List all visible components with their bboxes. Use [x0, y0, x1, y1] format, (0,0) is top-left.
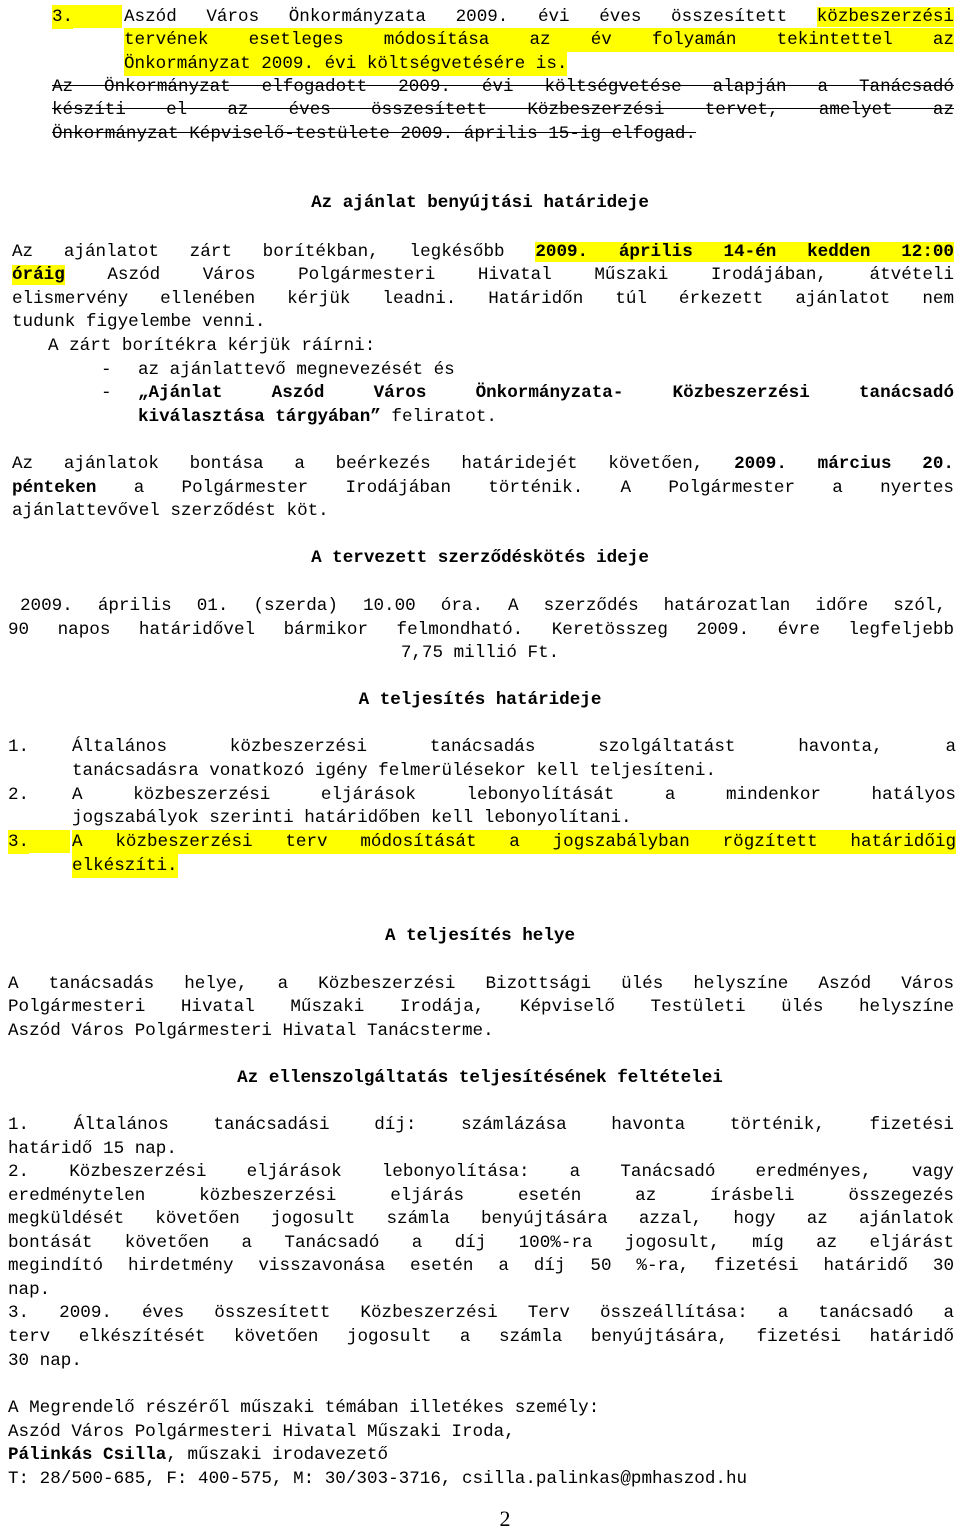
contact-line: Aszód Város Polgármesteri Hivatal Műszaki Iroda,	[8, 1422, 515, 1442]
bullet-text: „Ajánlat Aszód Város Önkormányzata- Közbeszerzési tanácsadó	[138, 383, 954, 403]
paragraph-line: 90 napos határidővel bármikor felmondható. Keretösszeg 2009. évre legfeljebb	[8, 620, 954, 640]
paragraph-line: tudunk figyelembe venni.	[12, 312, 266, 332]
struck-text-line: készíti el az éves összesített Közbeszerzési tervet, amelyet az	[52, 100, 954, 120]
contact-details: T: 28/500-685, F: 400-575, M: 30/303-3716, csilla.palinkas@pmhaszod.hu	[8, 1469, 748, 1489]
paragraph-line: 3. 2009. éves összesített Közbeszerzési Terv összeállítása: a tanácsadó a	[8, 1303, 954, 1323]
list-item-line: tanácsadásra vonatkozó igény felmerülésekor kell teljesíteni.	[72, 761, 717, 781]
bullet-text: az ajánlattevő megnevezését és	[138, 360, 455, 380]
item-text-line: tervének esetleges módosítása az év folyamán tekintettel az	[124, 30, 954, 50]
paragraph-line: megindító hirdetmény visszavonása esetén a díj 50 %-ra, fizetési határidő 30	[8, 1256, 954, 1276]
paragraph-line: Az ajánlatok bontása a beérkezés határidejét követően, 2009. március 20.	[12, 454, 954, 474]
paragraph-line: nap.	[8, 1280, 51, 1300]
paragraph-line: 2009. április 01. (szerda) 10.00 óra. A szerződés határozatlan időre szól,	[20, 596, 946, 616]
bullet-text: kiválasztása tárgyában” feliratot.	[138, 407, 497, 427]
section-heading: A teljesítés határideje	[358, 690, 602, 710]
bullet-dash: -	[101, 383, 112, 403]
list-number: 1.	[8, 737, 30, 757]
list-number: 2.	[8, 785, 30, 805]
paragraph-line: A zárt borítékra kérjük ráírni:	[48, 336, 376, 356]
section-heading: A tervezett szerződéskötés ideje	[311, 548, 649, 568]
paragraph-line: óráig Aszód Város Polgármesteri Hivatal Műszaki Irodájában, átvételi	[12, 265, 954, 285]
list-number: 3.	[8, 832, 30, 852]
list-item-line: jogszabályok szerinti határidőben kell lebonyolítani.	[72, 808, 632, 828]
item-text-line: Aszód Város Önkormányzata 2009. évi éves összesített közbeszerzési	[124, 7, 954, 27]
section-heading: A teljesítés helye	[384, 926, 576, 946]
contact-line: Pálinkás Csilla, műszaki irodavezető	[8, 1445, 389, 1465]
paragraph-line: megküldését követően jogosult számla benyújtására azzal, hogy az ajánlatok	[8, 1209, 954, 1229]
paragraph-line: 30 nap.	[8, 1351, 82, 1371]
item-text-line: Önkormányzat 2009. évi költségvetésére is.	[124, 54, 568, 74]
item-number: 3.	[52, 7, 74, 27]
paragraph-line: eredménytelen közbeszerzési eljárás esetén az írásbeli összegezés	[8, 1186, 954, 1206]
paragraph-line: Polgármesteri Hivatal Műszaki Irodája, Képviselő Testületi ülés helyszíne	[8, 997, 954, 1017]
page-number: 2	[499, 1506, 511, 1531]
paragraph-line: 7,75 millió Ft.	[400, 643, 560, 663]
paragraph-line: Az ajánlatot zárt borítékban, legkésőbb 2009. április 14-én kedden 12:00	[12, 242, 954, 262]
struck-text-line: Az Önkormányzat elfogadott 2009. évi költségvetése alapján a Tanácsadó	[52, 77, 954, 97]
list-item-line: A közbeszerzési terv módosítását a jogszabályban rögzített határidőig	[72, 832, 956, 852]
contact-line: A Megrendelő részéről műszaki témában illetékes személy:	[8, 1398, 600, 1418]
section-heading: Az ellenszolgáltatás teljesítésének feltételei	[237, 1068, 723, 1088]
list-item-line: A közbeszerzési eljárások lebonyolítását a mindenkor hatályos	[72, 785, 956, 805]
paragraph-line: bontását követően a Tanácsadó a díj 100%-ra jogosult, míg az eljárást	[8, 1233, 954, 1253]
bullet-dash: -	[101, 360, 112, 380]
paragraph-line: Aszód Város Polgármesteri Hivatal Tanácsterme.	[8, 1021, 494, 1041]
paragraph-line: ajánlattevővel szerződést köt.	[12, 501, 329, 521]
paragraph-line: elismervény ellenében kérjük leadni. Határidőn túl érkezett ajánlatot nem	[12, 289, 954, 309]
paragraph-line: határidő 15 nap.	[8, 1139, 177, 1159]
section-heading: Az ajánlat benyújtási határideje	[311, 193, 649, 213]
list-item-line: elkészíti.	[72, 856, 178, 876]
contact-name: Pálinkás Csilla	[8, 1445, 167, 1465]
paragraph-line: 1. Általános tanácsadási díj: számlázása havonta történik, fizetési	[8, 1115, 954, 1135]
paragraph-line: A tanácsadás helye, a Közbeszerzési Bizottsági ülés helyszíne Aszód Város	[8, 974, 954, 994]
list-item-line: Általános közbeszerzési tanácsadás szolgáltatást havonta, a	[72, 737, 956, 757]
paragraph-line: 2. Közbeszerzési eljárások lebonyolítása: a Tanácsadó eredményes, vagy	[8, 1162, 954, 1182]
struck-text-line: Önkormányzat Képviselő-testülete 2009. április 15-ig elfogad.	[52, 124, 697, 144]
paragraph-line: pénteken a Polgármester Irodájában történik. A Polgármester a nyertes	[12, 478, 954, 498]
paragraph-line: terv elkészítését követően jogosult a számla benyújtására, fizetési határidő	[8, 1327, 954, 1347]
